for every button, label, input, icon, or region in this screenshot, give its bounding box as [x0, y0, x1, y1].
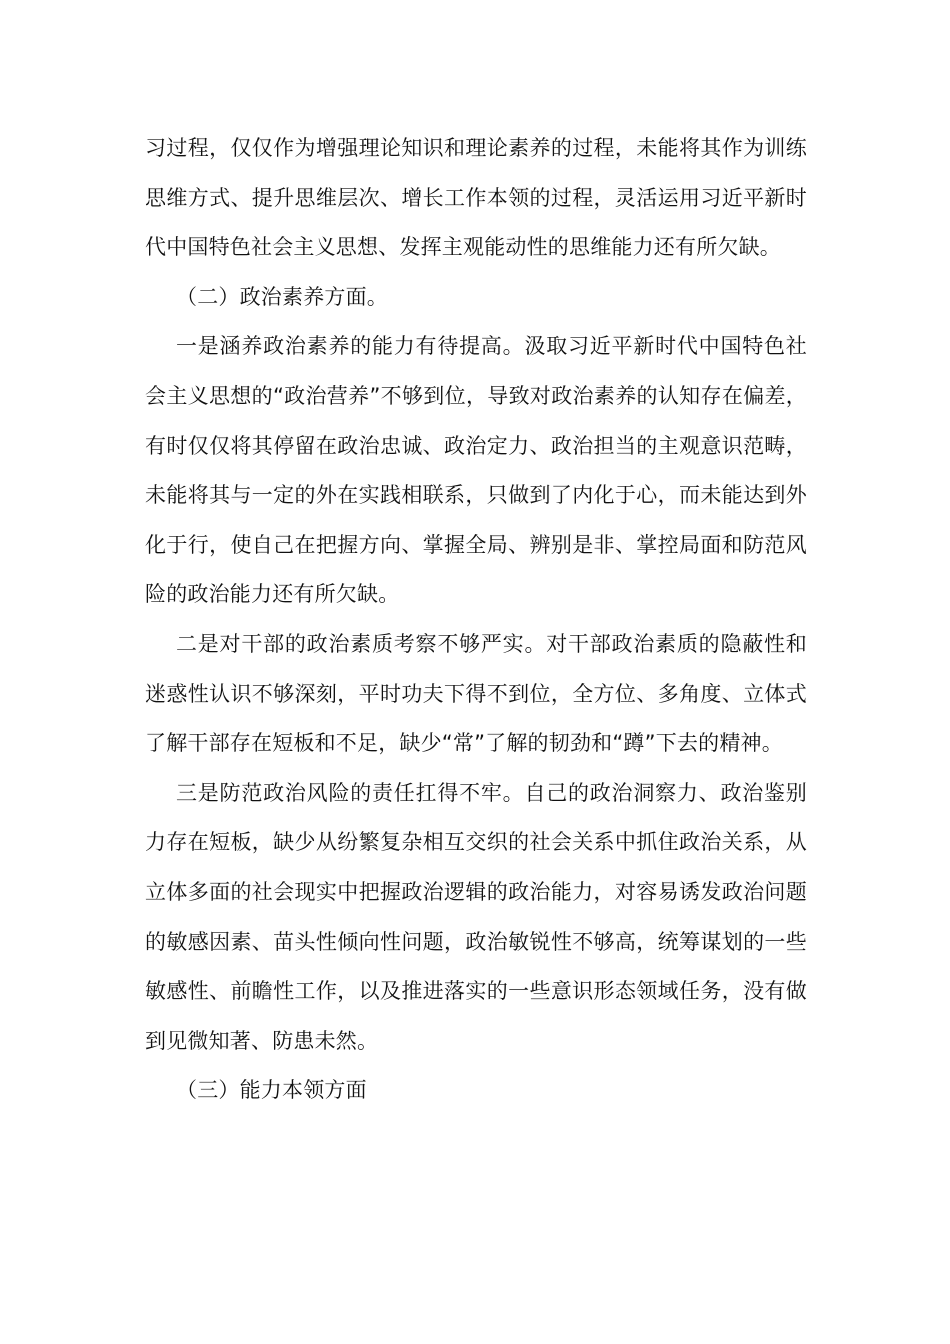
- paragraph-continuation: 习过程，仅仅作为增强理论知识和理论素养的过程，未能将其作为训练思维方式、提升思维层次、增长工作本领的过程，灵活运用习近平新时代中国特色社会主义思想、发挥主观能动性的思维能力还有所欠缺。: [145, 136, 807, 260]
- paragraph-point-two: 二是对干部的政治素质考察不够严实。对干部政治素质的隐蔽性和迷惑性认识不够深刻，平时功夫下得不到位，全方位、多角度、立体式了解干部存在短板和不足，缺少“常”了解的韧劲和“蹲”下去的精神。: [145, 631, 807, 756]
- paragraph-point-one: 一是涵养政治素养的能力有待提高。汲取习近平新时代中国特色社会主义思想的“政治营养”不够到位，导致对政治素养的认知存在偏差，有时仅仅将其停留在政治忠诚、政治定力、政治担当的主观意识范畴，未能将其与一定的外在实践相联系，只做到了内化于心，而未能达到外化于行，使自己在把握方向、掌握全局、辨别是非、掌控局面和防范风险的政治能力还有所欠缺。: [145, 334, 807, 607]
- document-body: [145, 124, 807, 1116]
- section-heading-political-literacy: （二）政治素养方面。: [176, 284, 388, 309]
- paragraph-point-three: 三是防范政治风险的责任扛得不牢。自己的政治洞察力、政治鉴别力存在短板，缺少从纷繁复杂相互交织的社会关系中抓住政治关系，从立体多面的社会现实中把握政治逻辑的政治能力，对容易诱发政治问题的敏感因素、苗头性倾向性问题，政治敏锐性不够高，统筹谋划的一些敏感性、前瞻性工作，以及推进落实的一些意识形态领域任务，没有做到见微知著、防患未然。: [145, 780, 807, 1053]
- section-heading-ability: （三）能力本领方面: [176, 1078, 367, 1103]
